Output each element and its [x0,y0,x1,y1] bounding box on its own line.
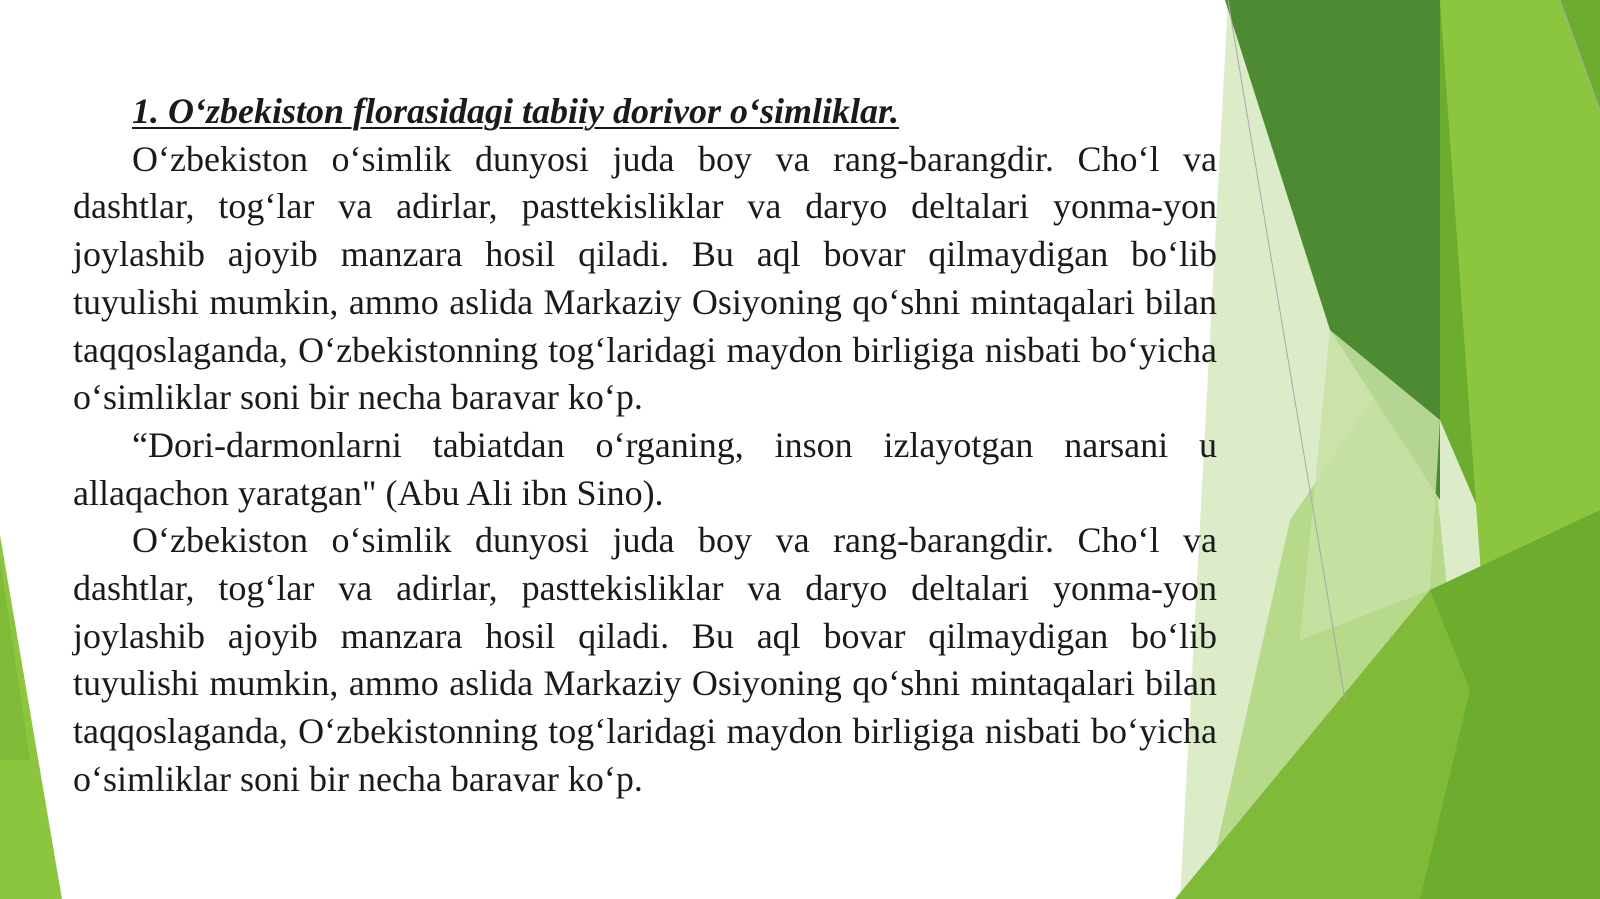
paragraph-3: O‘zbekiston o‘simlik dunyosi juda boy va rang-barangdir. Cho‘l va dashtlar, tog‘lar va adirlar, pasttekisliklar va daryo deltalari yonma-yon joylashib ajoyib manzara hosil qiladi. Bu aql bovar qilmaydigan bo‘lib tuyulishi mumkin, ammo aslida Markaziy Osiyoning qo‘shni mintaqalari bilan taqqoslaganda, O‘zbekistonning tog‘laridagi maydon birligiga nisbati bo‘yicha o‘simliklar soni bir necha baravar ko‘p. [73,520,1217,799]
slide-body [73,88,1217,804]
paragraph-quote: “Dori-darmonlarni tabiatdan o‘rganing, inson izlayotgan narsani u allaqachon yaratgan" (Abu Ali ibn Sino). [73,424,1217,513]
facet-left-mid [0,560,30,760]
paragraph-1: O‘zbekiston o‘simlik dunyosi juda boy va rang-barangdir. Cho‘l va dashtlar, tog‘lar va adirlar, pasttekisliklar va daryo deltalari yonma-yon joylashib ajoyib manzara hosil qiladi. Bu aql bovar qilmaydigan bo‘lib tuyulishi mumkin, ammo aslida Markaziy Osiyoning qo‘shni mintaqalari bilan taqqoslaganda, O‘zbekistonning tog‘laridagi maydon birligiga nisbati bo‘yicha o‘simliklar soni bir necha baravar ko‘p. [73,138,1217,418]
slide-heading: 1. O‘zbekiston florasidagi tabiiy dorivor o‘simliklar. [132,91,900,131]
